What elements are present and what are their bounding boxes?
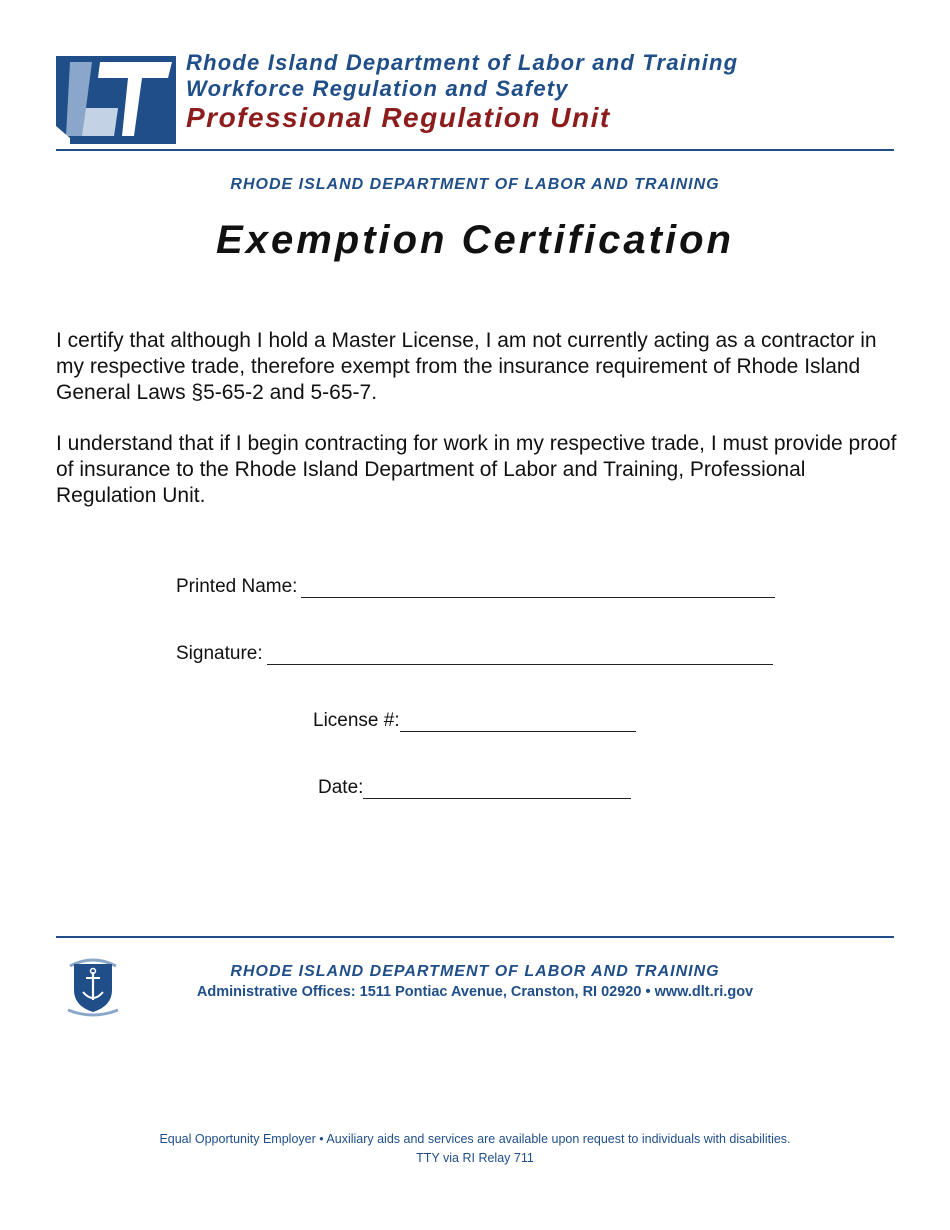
license-field <box>313 710 636 732</box>
department-heading: RHODE ISLAND DEPARTMENT OF LABOR AND TRAINING <box>230 176 720 193</box>
header-line-2: Workforce Regulation and Safety <box>186 76 569 101</box>
footer-address: Administrative Offices: 1511 Pontiac Avenue, Cranston, RI 02920 • www.dlt.ri.gov <box>196 984 754 1000</box>
date-field <box>318 777 631 799</box>
page-title: Exemption Certification <box>216 218 734 262</box>
equal-opportunity-notice: Equal Opportunity Employer • Auxiliary aids and services are available upon request to individuals with disabilities. <box>159 1132 791 1146</box>
signature-field <box>176 643 773 665</box>
header-divider <box>56 149 894 151</box>
printed-name-label: Printed Name: <box>176 576 298 597</box>
header-line-3: Professional Regulation Unit <box>186 102 611 133</box>
tty-notice: TTY via RI Relay 711 <box>416 1151 534 1165</box>
license-label: License #: <box>313 710 400 731</box>
signature-line[interactable] <box>267 644 773 665</box>
footer-department: RHODE ISLAND DEPARTMENT OF LABOR AND TRAINING <box>230 963 720 980</box>
signature-label: Signature: <box>176 643 263 664</box>
certification-paragraph: I certify that although I hold a Master License, I am not currently acting as a contractor in my respective trade, therefore exempt from the insurance requirement of Rhode Island General Laws §5-65-2 and 5-65-7. <box>56 329 877 404</box>
dlt-logo-icon <box>56 56 176 144</box>
header-line-1: Rhode Island Department of Labor and Training <box>186 50 739 75</box>
printed-name-line[interactable] <box>301 577 775 598</box>
date-line[interactable] <box>363 778 631 799</box>
license-line[interactable] <box>400 711 636 732</box>
understanding-paragraph: I understand that if I begin contracting for work in my respective trade, I must provide proof of insurance to the Rhode Island Department of Labor and Training, Professional Regulation Unit. <box>56 432 897 507</box>
printed-name-field <box>176 576 775 598</box>
footer-divider <box>56 936 894 938</box>
date-label: Date: <box>318 777 364 798</box>
